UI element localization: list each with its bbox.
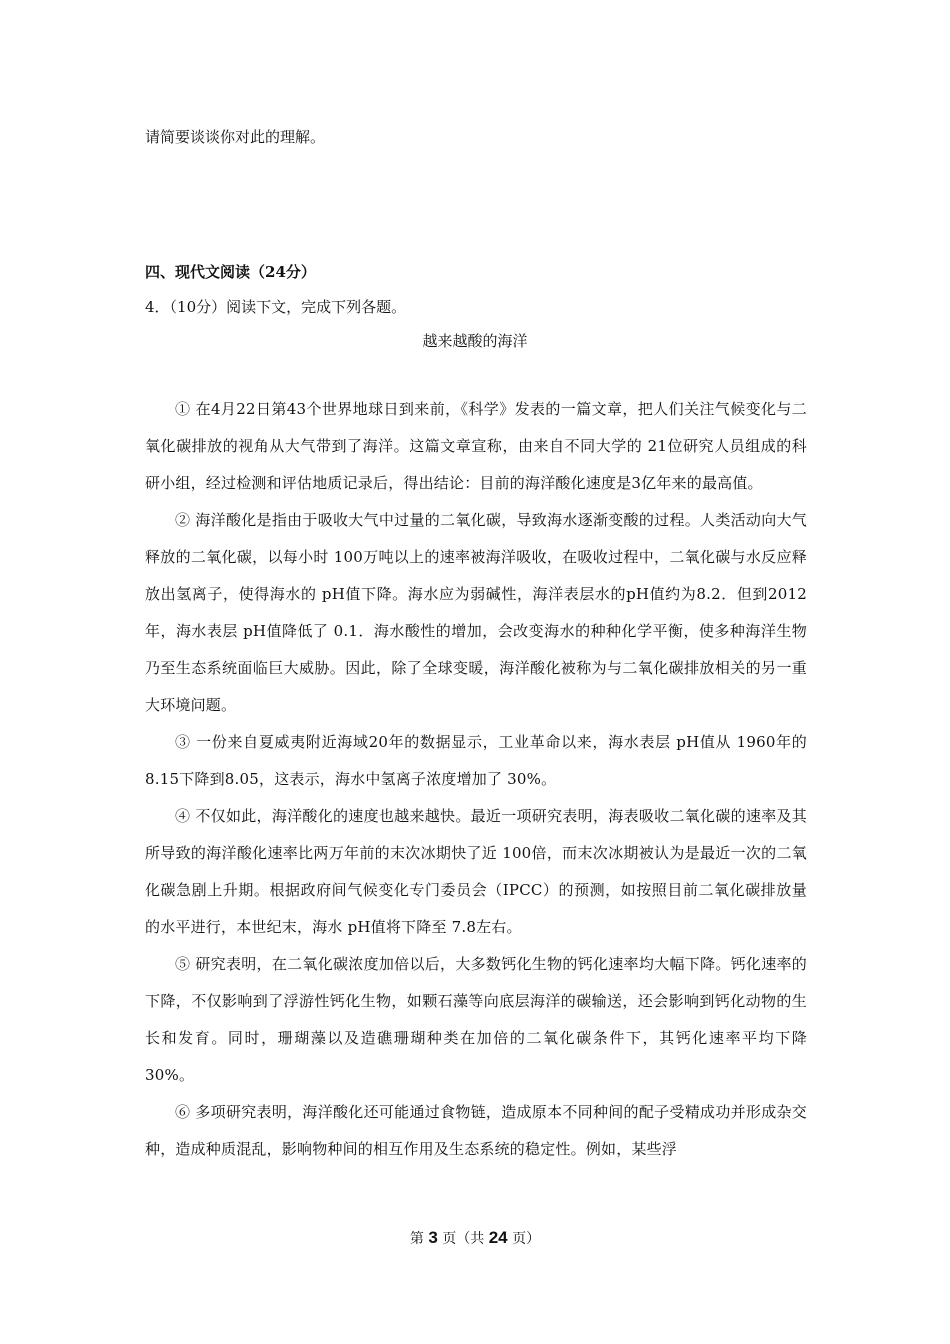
- page-footer: [0, 1228, 950, 1249]
- article-paragraph: ② 海洋酸化是指由于吸收大气中过量的二氧化碳，导致海水逐渐变酸的过程。人类活动向大气释放的二氧化碳，以每小时 100万吨以上的速率被海洋吸收，在吸收过程中，二氧化碳与水反应释放出氢离子，使得海水的 pH值下降。海水应为弱碱性，海洋表层水的pH值约为8.2．但到2012年，海水表层 pH值降低了 0.1．海水酸性的增加，会改变海水的种种化学平衡，使多种海洋生物乃至生态系统面临巨大威胁。因此，除了全球变暖，海洋酸化被称为与二氧化碳排放相关的另一重大环境问题。: [145, 511, 807, 714]
- article-paragraph: ① 在4月22日第43个世界地球日到来前，《科学》发表的一篇文章，把人们关注气候变化与二氧化碳排放的视角从大气带到了海洋。这篇文章宣称，由来自不同大学的 21位研究人员组成的科研小组，经过检测和评估地质记录后，得出结论：目前的海洋酸化速度是3亿年来的最高值。: [145, 400, 807, 492]
- article-body: [145, 391, 807, 1168]
- footer-total-pages: 24: [488, 1228, 508, 1247]
- article-paragraph: ④ 不仅如此，海洋酸化的速度也越来越快。最近一项研究表明，海表吸收二氧化碳的速率及其所导致的海洋酸化速率比两万年前的末次冰期快了近 100倍，而末次冰期被认为是最近一次的二氧化碳急剧上升期。根据政府间气候变化专门委员会（IPCC）的预测，如按照目前二氧化碳排放量的水平进行，本世纪末，海水 pH值将下降至 7.8左右。: [145, 807, 807, 936]
- footer-middle: 页（共: [442, 1231, 485, 1247]
- footer-suffix: 页）: [512, 1231, 541, 1247]
- article-paragraph: ③ 一份来自夏威夷附近海域20年的数据显示，工业革命以来，海水表层 pH值从 1960年的8.15下降到8.05，这表示，海水中氢离子浓度增加了 30%。: [145, 733, 807, 788]
- article-paragraph: ⑤ 研究表明，在二氧化碳浓度加倍以后，大多数钙化生物的钙化速率均大幅下降。钙化速率的下降，不仅影响到了浮游性钙化生物，如颗石藻等向底层海洋的碳输送，还会影响到钙化动物的生长和发育。同时，珊瑚藻以及造礁珊瑚种类在加倍的二氧化碳条件下，其钙化速率平均下降 30%。: [145, 955, 807, 1084]
- article-paragraph: ⑥ 多项研究表明，海洋酸化还可能通过食物链，造成原本不同种间的配子受精成功并形成杂交种，造成种质混乱，影响物种间的相互作用及生态系统的稳定性。例如，某些浮: [145, 1103, 807, 1158]
- footer-prefix: 第: [409, 1231, 424, 1247]
- intro-line: 请简要谈谈你对此的理解。: [145, 128, 326, 146]
- footer-page-number: 3: [428, 1228, 438, 1247]
- article-title: 越来越酸的海洋: [422, 332, 528, 350]
- section-heading: 四、现代文阅读（24分）: [145, 263, 316, 281]
- question-prompt: 4．（10分）阅读下文，完成下列各题。: [145, 298, 407, 316]
